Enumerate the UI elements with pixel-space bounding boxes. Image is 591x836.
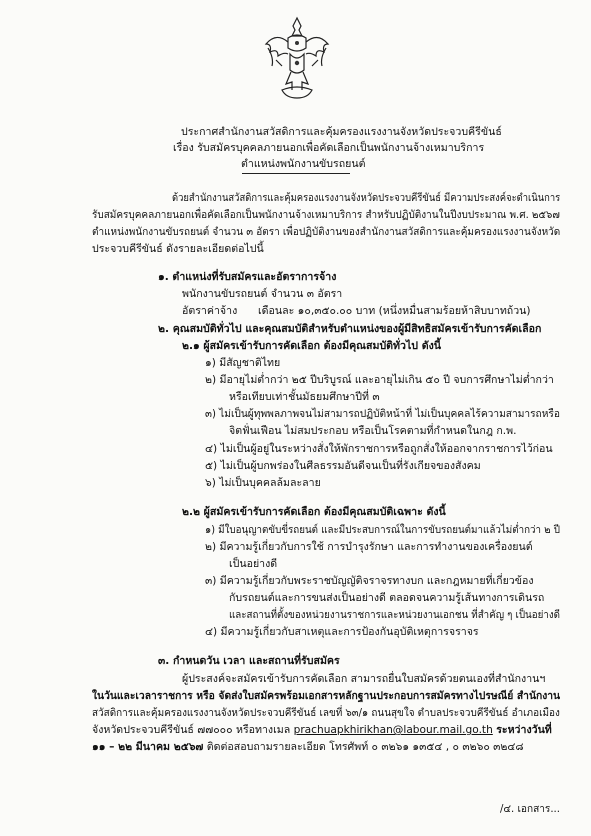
qualification-item: ๓) ไม่เป็นผู้ทุพพลภาพจนไม่สามารถปฏิบัติหน้าที่ ไม่เป็นบุคคลไร้ความสามารถหรือ [205,408,560,420]
qualification-item: ๖) ไม่เป็นบุคคลล้มละลาย [205,477,321,489]
email-link[interactable]: prachuapkhirikhan@labour.mail.go.th [293,724,493,736]
announcement-title: ประกาศสำนักงานสวัสดิการและคุ้มครองแรงงานจังหวัดประจวบคีรีขันธ์ [181,126,502,138]
qualification-item-cont: จิตฟั่นเฟือน ไม่สมประกอบ หรือเป็นโรคตามที่กำหนดในกฎ ก.พ. [229,425,517,437]
section-1-wage-value: เดือนละ ๑๐,๓๕๐.๐๐ บาท (หนึ่งหมื่นสามร้อยห้าสิบบาทถ้วน) [258,305,531,317]
section-3-line: ผู้ประสงค์จะสมัครเข้ารับการคัดเลือก สามารถยื่นใบสมัครด้วยตนเองที่สำนักงานฯ [182,673,546,685]
header-divider [242,173,350,174]
section-3-heading: ๓. กำหนดวัน เวลา และสถานที่รับสมัคร [158,655,340,667]
specific-qualification-item-cont: กับรถยนต์และการขนส่งเป็นอย่างดี ตลอดจนความรู้เส้นทางการเดินรถ [229,592,545,604]
continued-marker: /๔. เอกสาร... [500,803,560,815]
section-3-line-contact [92,721,552,738]
section-3-line-dates [92,738,524,755]
section-3-line: ในวันและเวลาราชการ หรือ จัดส่งใบสมัครพร้อมเอกสารหลักฐานประกอบการสมัครทางไปรษณีย์ สำนักงาน [92,690,561,702]
address-province-text: จังหวัดประจวบคีรีขันธ์ ๗๗๐๐๐ หรือทางเมล [92,724,291,736]
specific-qualification-item-cont: และสถานที่ตั้งของหน่วยงานราชการและหน่วยงานเอกชน ที่สำคัญ ๆ เป็นอย่างดี [229,609,560,621]
section-3-line: สวัสดิการและคุ้มครองแรงงานจังหวัดประจวบคีรีขันธ์ เลขที่ ๖๓/๑ ถนนสุขใจ ตำบลประจวบคีรีขันธ์ อำเภอเมือง [92,707,560,719]
intro-line: ประจวบคีรีขันธ์ ดังรายละเอียดต่อไปนี้ [92,243,264,255]
intro-line: รับสมัครบุคคลภายนอกเพื่อคัดเลือกเป็นพนักงานจ้างเหมาบริการ สำหรับปฏิบัติงานในปีงบประมาณ พ.ศ. ๒๕๖๗ [92,209,560,221]
section-1-position: พนักงานขับรถยนต์ จำนวน ๓ อัตรา [182,288,343,300]
qualification-item: ๑) มีสัญชาติไทย [205,357,281,369]
section-2-1-heading: ๒.๑ ผู้สมัครเข้ารับการคัดเลือก ต้องมีคุณสมบัติทั่วไป ดังนี้ [182,340,442,352]
specific-qualification-item: ๒) มีความรู้เกี่ยวกับการใช้ การบำรุงรักษา และการทำงานของเครื่องยนต์ [205,541,533,553]
qualification-item: ๔) ไม่เป็นผู้อยู่ในระหว่างสั่งให้พักราชการหรือถูกสั่งให้ออกจากราชการไว้ก่อน [205,443,553,455]
specific-qualification-item: ๓) มีความรู้เกี่ยวกับพระราชบัญญัติจราจรทางบก และกฎหมายที่เกี่ยวข้อง [205,575,534,587]
specific-qualification-item: ๔) มีความรู้เกี่ยวกับสาเหตุและการป้องกันอุบัติเหตุการจราจร [205,626,479,638]
period-label: ระหว่างวันที่ [496,724,552,736]
section-2-heading: ๒. คุณสมบัติทั่วไป และคุณสมบัติสำหรับตำแหน่งของผู้มีสิทธิสมัครเข้ารับการคัดเลือก [158,323,542,335]
qualification-item: ๒) มีอายุไม่ต่ำกว่า ๒๕ ปีบริบูรณ์ และอายุไม่เกิน ๕๐ ปี จบการศึกษาไม่ต่ำกว่า [205,374,554,386]
announcement-position: ตำแหน่งพนักงานขับรถยนต์ [241,158,366,170]
announcement-subject: เรื่อง รับสมัครบุคคลภายนอกเพื่อคัดเลือกเป็นพนักงานจ้างเหมาบริการ [173,142,485,154]
intro-line: ตำแหน่งพนักงานขับรถยนต์ จำนวน ๓ อัตรา เพื่อปฏิบัติงานของสำนักงานสวัสดิการและคุ้มครองแรงงานจังหวัด [92,226,561,238]
intro-line: ด้วยสำนักงานสวัสดิการและคุ้มครองแรงงานจังหวัดประจวบคีรีขันธ์ มีความประสงค์จะดำเนินการ [172,192,561,204]
specific-qualification-item-cont: เป็นอย่างดี [229,558,278,570]
qualification-item-cont: หรือเทียบเท่าชั้นมัธยมศึกษาปีที่ ๓ [229,391,380,403]
specific-qualification-item: ๑) มีใบอนุญาตขับขี่รถยนต์ และมีประสบการณ์ในการขับรถยนต์มาแล้วไม่ต่ำกว่า ๒ ปี [205,524,560,536]
contact-phone: ติดต่อสอบถามรายละเอียด โทรศัพท์ ๐ ๓๒๖๑ ๑๓๕๔ , ๐ ๓๒๖๐ ๓๒๔๘ [203,741,524,753]
garuda-seal-emblem [262,14,332,102]
section-2-2-heading: ๒.๒ ผู้สมัครเข้ารับการคัดเลือก ต้องมีคุณสมบัติเฉพาะ ดังนี้ [182,506,446,518]
qualification-item: ๕) ไม่เป็นผู้บกพร่องในศีลธรรมอันดีจนเป็นที่รังเกียจของสังคม [205,460,481,472]
application-dates: ๑๑ – ๒๒ มีนาคม ๒๕๖๗ [92,741,204,753]
section-1-wage-label: อัตราค่าจ้าง [182,305,238,317]
section-1-heading: ๑. ตำแหน่งที่รับสมัครและอัตราการจ้าง [158,271,337,283]
